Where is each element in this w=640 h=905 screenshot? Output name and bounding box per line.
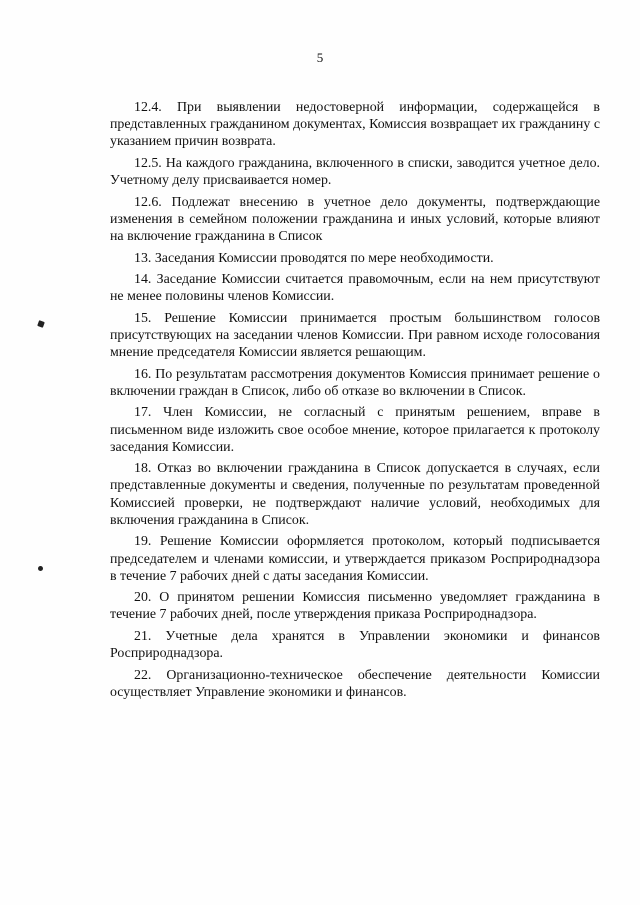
paragraph-14: 14. Заседание Комиссии считается правомочным, если на нем присутствуют не менее половины членов Комиссии.	[110, 272, 600, 305]
paragraph-15: 15. Решение Комиссии принимается простым большинством голосов присутствующих на заседании членов Комиссии. При равном исходе голосования мнение председателя Комиссии является решающим.	[110, 310, 600, 361]
paragraph-22: 22. Организационно-техническое обеспечение деятельности Комиссии осуществляет Управление экономики и финансов.	[110, 667, 600, 700]
page-number: 5	[316, 50, 324, 65]
paragraph-20: 20. О принятом решении Комиссия письменно уведомляет гражданина в течение 7 рабочих дней, после утверждения приказа Росприроднадзора.	[110, 590, 600, 623]
paragraph-12-5: 12.5. На каждого гражданина, включенного в списки, заводится учетное дело. Учетному делу присваивается номер.	[110, 155, 600, 189]
document-body	[110, 99, 600, 705]
paragraph-18: 18. Отказ во включении гражданина в Список допускается в случаях, если представленные документы и сведения, полученные по результатам проведенной Комиссией проверки, не подтверждают наличие условий, необходимых для включения гражданина в Список.	[110, 461, 600, 528]
paragraph-19: 19. Решение Комиссии оформляется протоколом, который подписывается председателем и членами комиссии, и утверждается приказом Росприроднадзора в течение 7 рабочих дней с даты заседания Комиссии.	[110, 534, 600, 584]
paragraph-12-6: 12.6. Подлежат внесению в учетное дело документы, подтверждающие изменения в семейном положении гражданина и иных условий, которые влияют на включение гражданина в Список	[110, 194, 600, 245]
scan-mark	[37, 320, 45, 328]
paragraph-13: 13. Заседания Комиссии проводятся по мере необходимости.	[134, 250, 494, 266]
paragraph-16: 16. По результатам рассмотрения документов Комиссия принимает решение о включении граждан в Список, либо об отказе во включении в Список.	[110, 366, 600, 399]
paragraph-17: 17. Член Комиссии, не согласный с принятым решением, вправе в письменном виде изложить свое особое мнение, которое прилагается к протоколу заседания Комиссии.	[110, 405, 600, 455]
scan-mark	[38, 566, 43, 571]
paragraph-21: 21. Учетные дела хранятся в Управлении экономики и финансов Росприроднадзора.	[110, 628, 600, 662]
paragraph-12-4: 12.4. При выявлении недостоверной информации, содержащейся в представленных гражданином документах, Комиссия возвращает их гражданину с указанием причин возврата.	[110, 100, 600, 150]
